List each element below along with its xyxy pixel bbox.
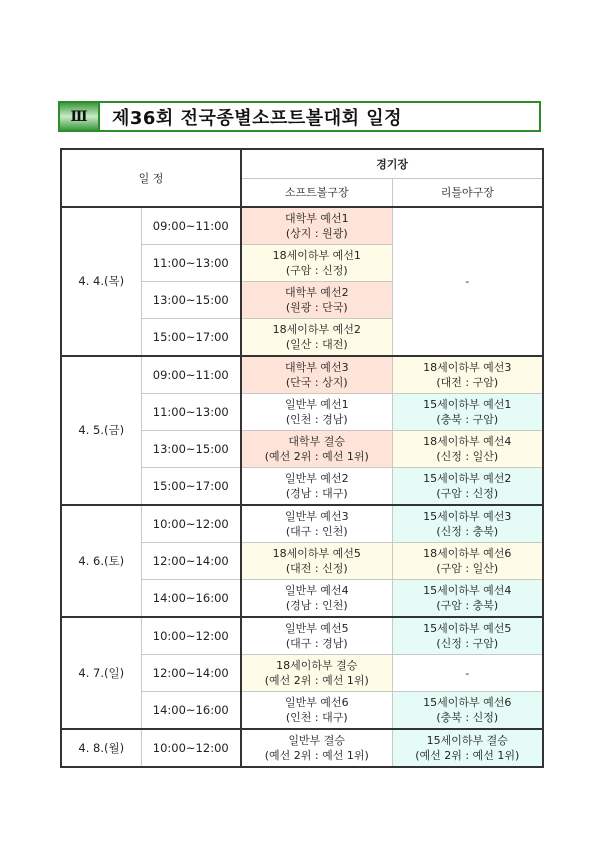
time-cell: 09:00~11:00 [141, 356, 241, 394]
match-title: 18세이하부 예선6 [423, 547, 512, 560]
match-teams: (대구 : 경남) [285, 637, 348, 650]
little-field-cell: - [392, 207, 543, 356]
little-field-cell [392, 431, 543, 468]
match-teams: (충북 : 신정) [436, 711, 499, 724]
match-title: 일반부 예선1 [284, 398, 349, 411]
match-teams: (경남 : 대구) [285, 487, 348, 500]
page-title: 제36회 전국종별소프트볼대회 일정 [112, 107, 403, 129]
header-little-field: 리틀야구장 [392, 179, 543, 208]
match-title: 18세이하부 결승 [276, 659, 358, 672]
time-cell: 10:00~12:00 [141, 505, 241, 543]
match-teams: (예선 2위 : 예선 1위) [264, 749, 369, 762]
time-cell: 14:00~16:00 [141, 692, 241, 730]
match-title: 일반부 결승 [288, 734, 346, 747]
match-title: 18세이하부 예선2 [272, 323, 361, 336]
match-title: 일반부 예선2 [284, 472, 349, 485]
match-teams: (구암 : 신정) [285, 264, 348, 277]
little-field-cell [392, 580, 543, 618]
match-title: 일반부 예선6 [284, 696, 349, 709]
time-cell: 13:00~15:00 [141, 282, 241, 319]
time-cell: 15:00~17:00 [141, 319, 241, 357]
little-field-cell [392, 505, 543, 543]
match-teams: (구암 : 일산) [436, 562, 499, 575]
match-title: 일반부 예선5 [284, 622, 349, 635]
softball-field-cell [241, 394, 392, 431]
match-title: 15세이하부 예선3 [423, 510, 512, 523]
match-teams: (예선 2위 : 예선 1위) [264, 674, 369, 687]
table-row [61, 356, 543, 394]
softball-field-cell [241, 580, 392, 618]
softball-field-cell [241, 282, 392, 319]
date-cell: 4. 7.(일) [61, 617, 141, 729]
match-teams: (신정 : 구암) [436, 637, 499, 650]
section-number: Ⅲ [60, 103, 100, 130]
match-title: 15세이하부 예선6 [423, 696, 512, 709]
softball-field-cell [241, 468, 392, 506]
match-teams: (구암 : 신정) [436, 487, 499, 500]
time-cell: 15:00~17:00 [141, 468, 241, 506]
match-teams: (예선 2위 : 예선 1위) [415, 749, 520, 762]
match-title: 15세이하부 예선4 [423, 584, 512, 597]
match-teams: (인천 : 대구) [285, 711, 348, 724]
header-softball-field: 소프트볼구장 [241, 179, 392, 208]
match-title: 일반부 예선3 [284, 510, 349, 523]
match-title: 18세이하부 예선3 [423, 361, 512, 374]
softball-field-cell [241, 505, 392, 543]
match-title: 대학부 예선2 [284, 286, 349, 299]
time-cell: 09:00~11:00 [141, 207, 241, 245]
match-title: 일반부 예선4 [284, 584, 349, 597]
softball-field-cell [241, 617, 392, 655]
match-title: 18세이하부 예선5 [272, 547, 361, 560]
match-teams: (상지 : 원광) [285, 227, 348, 240]
match-title: 대학부 예선3 [284, 361, 349, 374]
little-field-cell [392, 543, 543, 580]
little-field-cell [392, 617, 543, 655]
match-teams: (경남 : 인천) [285, 599, 348, 612]
date-cell: 4. 8.(월) [61, 729, 141, 767]
little-field-cell [392, 692, 543, 730]
time-cell: 13:00~15:00 [141, 431, 241, 468]
time-cell: 11:00~13:00 [141, 394, 241, 431]
softball-field-cell [241, 356, 392, 394]
schedule-table [60, 148, 544, 768]
match-teams: (구암 : 충북) [436, 599, 499, 612]
date-cell: 4. 5.(금) [61, 356, 141, 505]
header-schedule: 일 정 [61, 149, 241, 207]
little-field-cell [392, 655, 543, 692]
match-teams: (대전 : 신정) [285, 562, 348, 575]
match-teams: (신정 : 일산) [436, 450, 499, 463]
match-title: 대학부 예선1 [284, 212, 349, 225]
little-field-cell [392, 468, 543, 506]
time-cell: 10:00~12:00 [141, 729, 241, 767]
match-teams: (인천 : 경남) [285, 413, 348, 426]
softball-field-cell [241, 655, 392, 692]
date-cell: 4. 6.(토) [61, 505, 141, 617]
match-teams: (대구 : 인천) [285, 525, 348, 538]
table-row [61, 617, 543, 655]
softball-field-cell [241, 319, 392, 357]
match-title: 15세이하부 예선2 [423, 472, 512, 485]
header-venue: 경기장 [241, 149, 543, 179]
time-cell: 12:00~14:00 [141, 543, 241, 580]
match-title: 18세이하부 예선1 [272, 249, 361, 262]
match-title: 15세이하부 결승 [426, 734, 508, 747]
softball-field-cell [241, 692, 392, 730]
match-title: 15세이하부 예선5 [423, 622, 512, 635]
softball-field-cell [241, 543, 392, 580]
little-field-cell [392, 729, 543, 767]
match-teams: (충북 : 구암) [436, 413, 499, 426]
table-row [61, 207, 543, 245]
table-row [61, 729, 543, 767]
match-title: 15세이하부 예선1 [423, 398, 512, 411]
match-teams: (신정 : 충북) [436, 525, 499, 538]
match-teams: (단국 : 상지) [285, 376, 348, 389]
time-cell: 10:00~12:00 [141, 617, 241, 655]
time-cell: 12:00~14:00 [141, 655, 241, 692]
section-title [58, 101, 541, 132]
match-teams: (예선 2위 : 예선 1위) [264, 450, 369, 463]
time-cell: 11:00~13:00 [141, 245, 241, 282]
little-field-cell [392, 356, 543, 394]
little-field-cell [392, 394, 543, 431]
softball-field-cell [241, 431, 392, 468]
match-title: 18세이하부 예선4 [423, 435, 512, 448]
match-title: - [465, 666, 470, 680]
time-cell: 14:00~16:00 [141, 580, 241, 618]
softball-field-cell [241, 245, 392, 282]
table-row [61, 505, 543, 543]
match-teams: (대전 : 구암) [436, 376, 499, 389]
softball-field-cell [241, 207, 392, 245]
match-teams: (일산 : 대전) [285, 338, 348, 351]
softball-field-cell [241, 729, 392, 767]
match-title: 대학부 결승 [288, 435, 346, 448]
date-cell: 4. 4.(목) [61, 207, 141, 356]
match-teams: (원광 : 단국) [285, 301, 348, 314]
